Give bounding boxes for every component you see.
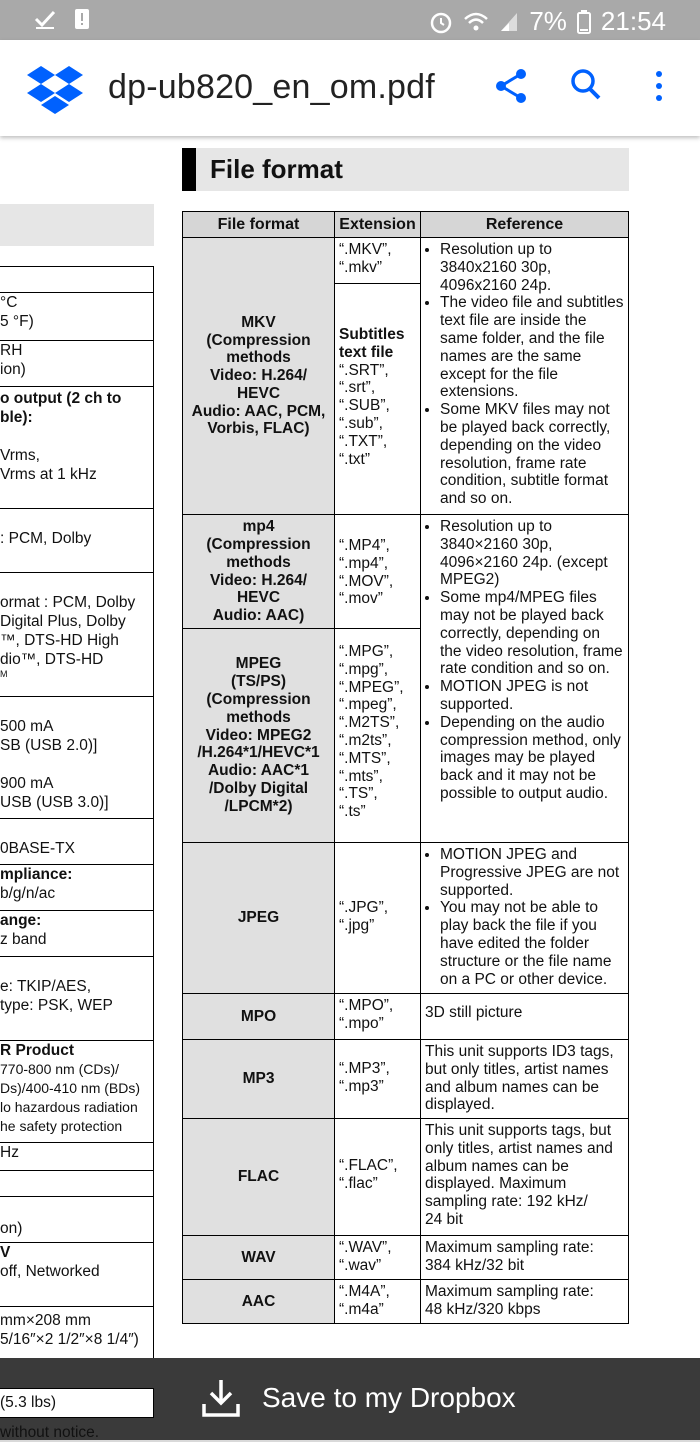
format-cell-jpeg: JPEG <box>183 843 335 994</box>
format-cell-aac: AAC <box>183 1280 335 1323</box>
battery-icon <box>577 10 591 34</box>
wifi-icon <box>463 11 489 33</box>
footer-note: without notice. <box>0 1424 100 1441</box>
left-row: Hz <box>0 1142 154 1170</box>
reference-cell: 3D still picture <box>421 994 628 1040</box>
column-header: File format <box>183 212 335 238</box>
format-cell-mp3: MP3 <box>183 1040 335 1119</box>
download-icon[interactable] <box>202 1378 240 1418</box>
reference-item: • MOTION JPEG is not supported. <box>440 678 624 714</box>
extension-cell <box>335 284 421 515</box>
reference-cell: This unit supports tags, but only titles, artist names and album names can be displayed. Maximum sampling rate: 192 kHz/ 24 bit <box>421 1119 628 1236</box>
left-row <box>0 1170 154 1196</box>
search-icon[interactable] <box>570 68 602 102</box>
section-title: File format <box>210 154 343 184</box>
app-bar <box>0 40 700 136</box>
reference-item: • Some MKV files may not be played back correctly, depending on the video resolution, frame rate condition, subtitle format and so on. <box>440 401 624 508</box>
left-row: ormat : PCM, Dolby Digital Plus, Dolby ™, DTS-HD High dio™, DTS-HD M <box>0 572 154 696</box>
left-row: V off, Networked <box>0 1242 154 1306</box>
reference-item: • You may not be able to play back the file if you have edited the folder structure or the file name on a PC or other device. <box>440 899 624 988</box>
left-row: R Product 770-800 nm (CDs)/ Ds)/400-410 nm (BDs) lo hazardous radiation he safety protection <box>0 1040 154 1142</box>
clock: 21:54 <box>600 6 666 36</box>
reference-item: • MOTION JPEG and Progressive JPEG are not supported. <box>440 846 624 899</box>
reference-item: • Resolution up to 3840×2160 30p, 4096×2160 24p. (except MPEG2) <box>440 518 624 589</box>
check-icon <box>34 8 56 30</box>
column-header: Extension <box>335 212 421 238</box>
format-cell-mpo: MPO <box>183 994 335 1040</box>
left-row: 500 mA SB (USB 2.0)] 900 mA USB (USB 3.0)] <box>0 696 154 818</box>
left-row: mm×208 mm 5/16″×2 1/2″×8 1/4″) <box>0 1306 154 1358</box>
left-row: o output (2 ch to ble): Vrms, Vrms at 1 kHz <box>0 386 154 508</box>
reference-cell: This unit supports ID3 tags, but only titles, artist names and album names can be displayed. <box>421 1040 628 1119</box>
alarm-icon <box>429 10 453 34</box>
left-row: 0BASE-TX <box>0 818 154 864</box>
extension-cell: “.FLAC”, “.flac” <box>335 1119 421 1236</box>
format-cell-mpeg: MPEG (TS/PS) (Compression methods Video: MPEG2 /H.264*1/HEVC*1 Audio: AAC*1 /Dolby Digital /LPCM*2) <box>183 629 335 843</box>
extension-cell: “.M4A”, “.m4a” <box>335 1280 421 1323</box>
left-row: e: TKIP/AES, type: PSK, WEP <box>0 956 154 1040</box>
left-spec-column <box>0 136 156 1358</box>
reference-cell: Maximum sampling rate: 384 kHz/32 bit <box>421 1236 628 1280</box>
extension-cell: “.WAV”, “.wav” <box>335 1236 421 1280</box>
left-row: °C 5 °F) <box>0 292 154 340</box>
document-title: dp-ub820_en_om.pdf <box>108 68 435 106</box>
left-section-header <box>0 204 154 246</box>
format-cell-mkv: MKV (Compression methods Video: H.264/ HEVC Audio: AAC, PCM, Vorbis, FLAC) <box>183 238 335 515</box>
extension-cell: “.JPG”, “.jpg” <box>335 843 421 994</box>
reference-item: • Depending on the audio compression method, only images may be played back and it may not be possible to output audio. <box>440 714 624 803</box>
signal-icon <box>499 11 519 33</box>
status-bar <box>0 0 700 40</box>
reference-item: • Some mp4/MPEG files may not be played back correctly, depending on the video resolution, frame rate condition and so on. <box>440 589 624 678</box>
save-to-dropbox-label[interactable]: Save to my Dropbox <box>262 1382 516 1413</box>
left-row: ange: z band <box>0 910 154 956</box>
file-format-table <box>182 211 629 1324</box>
left-column-peek <box>0 1388 156 1440</box>
left-row: on) <box>0 1196 154 1242</box>
left-row: RH ion) <box>0 340 154 386</box>
reference-item: • The video file and subtitles text file are inside the same folder, and the file names are the same except for the file extensions. <box>440 294 624 401</box>
reference-cell <box>421 515 628 843</box>
subtitles-label: Subtitles text file <box>339 326 405 361</box>
extension-cell: “.MP4”, “.mp4”, “.MOV”, “.mov” <box>335 515 421 629</box>
section-heading <box>182 148 629 191</box>
alert-icon <box>74 8 90 30</box>
extension-cell: “.MPO”, “.mpo” <box>335 994 421 1040</box>
pdf-page[interactable] <box>0 136 700 1358</box>
weight-text: (5.3 lbs) <box>0 1394 56 1411</box>
reference-item: • Resolution up to 3840x2160 30p, 4096x2160 24p. <box>440 241 624 294</box>
left-row: : PCM, Dolby <box>0 508 154 572</box>
subtitle-extensions: “.SRT”, “.srt”, “.SUB”, “.sub”, “.TXT”, “.txt” <box>339 361 390 468</box>
left-row: mpliance: b/g/n/ac <box>0 864 154 910</box>
dropbox-logo-icon <box>26 64 84 114</box>
left-row <box>0 266 154 292</box>
battery-percent: 7% <box>529 6 567 36</box>
more-vert-icon[interactable] <box>652 68 666 104</box>
extension-cell: “.MKV”, “.mkv” <box>335 238 421 284</box>
extension-cell: “.MP3”, “.mp3” <box>335 1040 421 1119</box>
reference-cell: Maximum sampling rate: 48 kHz/320 kbps <box>425 1283 594 1318</box>
column-header: Reference <box>421 212 628 238</box>
weight-row <box>0 1388 154 1418</box>
reference-cell <box>421 843 628 994</box>
format-cell-mp4: mp4 (Compression methods Video: H.264/ HEVC Audio: AAC) <box>183 515 335 629</box>
share-icon[interactable] <box>494 68 528 104</box>
extension-cell: “.MPG”, “.mpg”, “.MPEG”, “.mpeg”, “.M2TS”, “.m2ts”, “.MTS”, “.mts”, “.TS”, “.ts” <box>335 629 421 843</box>
format-cell-flac: FLAC <box>183 1119 335 1236</box>
reference-cell <box>421 238 628 515</box>
format-cell-wav: WAV <box>183 1236 335 1280</box>
